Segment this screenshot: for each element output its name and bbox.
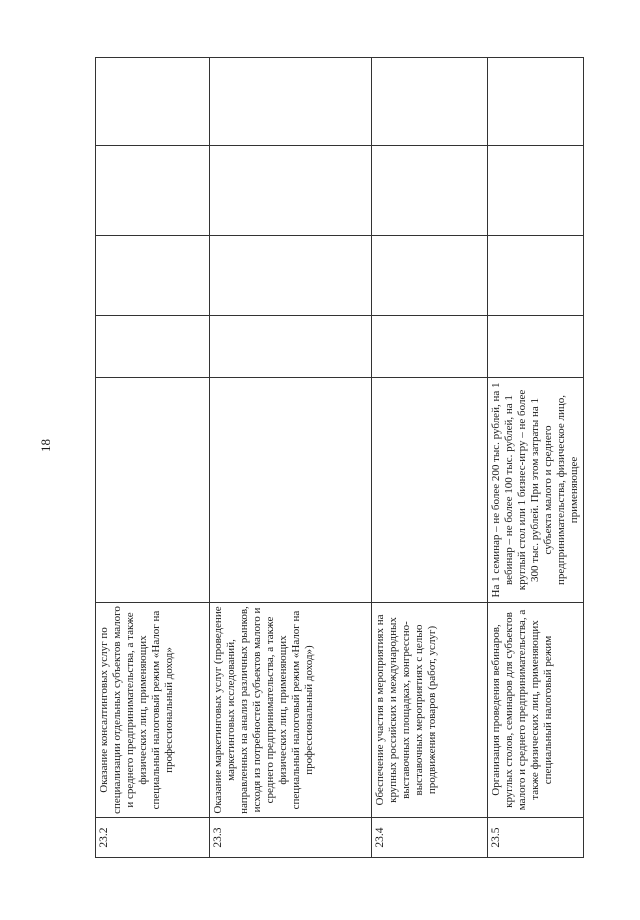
measure-note: На 1 семинар – не более 200 тыс. рублей, на 1 вебинар – не более 100 тыс. рублей, на 1 круглый стол или 1 бизнес-игру – не более 300 тыс. рублей. При этом затраты на 1 субъекта малого и среднего предпринимательства, физическое лицо, применяющее (488, 378, 584, 603)
empty-cell (210, 236, 372, 316)
measure-name: Оказание маркетинговых услуг (проведение маркетинговых исследований, направленных на анализ различных рынков, исходя из потребностей субъектов малого и среднего предпринимательства, а также физических лиц, применяющих специальный налоговый режим «Налог на профессиональный доход») (210, 603, 372, 818)
empty-cell (372, 146, 488, 236)
measure-name: Оказание консалтинговых услуг по специализации отдельных субъектов малого и среднего предпринимательства, а также физических лиц, применяющих специальный налоговый режим «Налог на профессиональный доход» (96, 603, 210, 818)
empty-cell (372, 236, 488, 316)
table-row (210, 58, 372, 858)
measure-note (210, 378, 372, 603)
measure-name: Обеспечение участия в мероприятиях на крупных российских и международных выставочных площадках, конгрессно-выставочных мероприятиях с целью продвижения товаров (работ, услуг) (372, 603, 488, 818)
row-number: 23.3 (210, 818, 372, 858)
empty-cell (488, 58, 584, 146)
row-number: 23.5 (488, 818, 584, 858)
rotated-table-wrapper (95, 58, 580, 858)
table-row (96, 58, 210, 858)
measure-name: Организация проведения вебинаров, круглых столов, семинаров для субъектов малого и среднего предпринимательства, а также физических лиц, применяющих специальный налоговый режим (488, 603, 584, 818)
measure-note (372, 378, 488, 603)
empty-cell (488, 316, 584, 378)
empty-cell (96, 316, 210, 378)
empty-cell (210, 146, 372, 236)
table-row (372, 58, 488, 858)
measure-note (96, 378, 210, 603)
empty-cell (372, 58, 488, 146)
empty-cell (96, 58, 210, 146)
empty-cell (96, 146, 210, 236)
empty-cell (210, 316, 372, 378)
empty-cell (96, 236, 210, 316)
empty-cell (488, 146, 584, 236)
page-number: 18 (38, 439, 53, 452)
measures-table (95, 57, 584, 858)
empty-cell (488, 236, 584, 316)
row-number: 23.4 (372, 818, 488, 858)
row-number: 23.2 (96, 818, 210, 858)
table-row (488, 58, 584, 858)
empty-cell (372, 316, 488, 378)
empty-cell (210, 58, 372, 146)
